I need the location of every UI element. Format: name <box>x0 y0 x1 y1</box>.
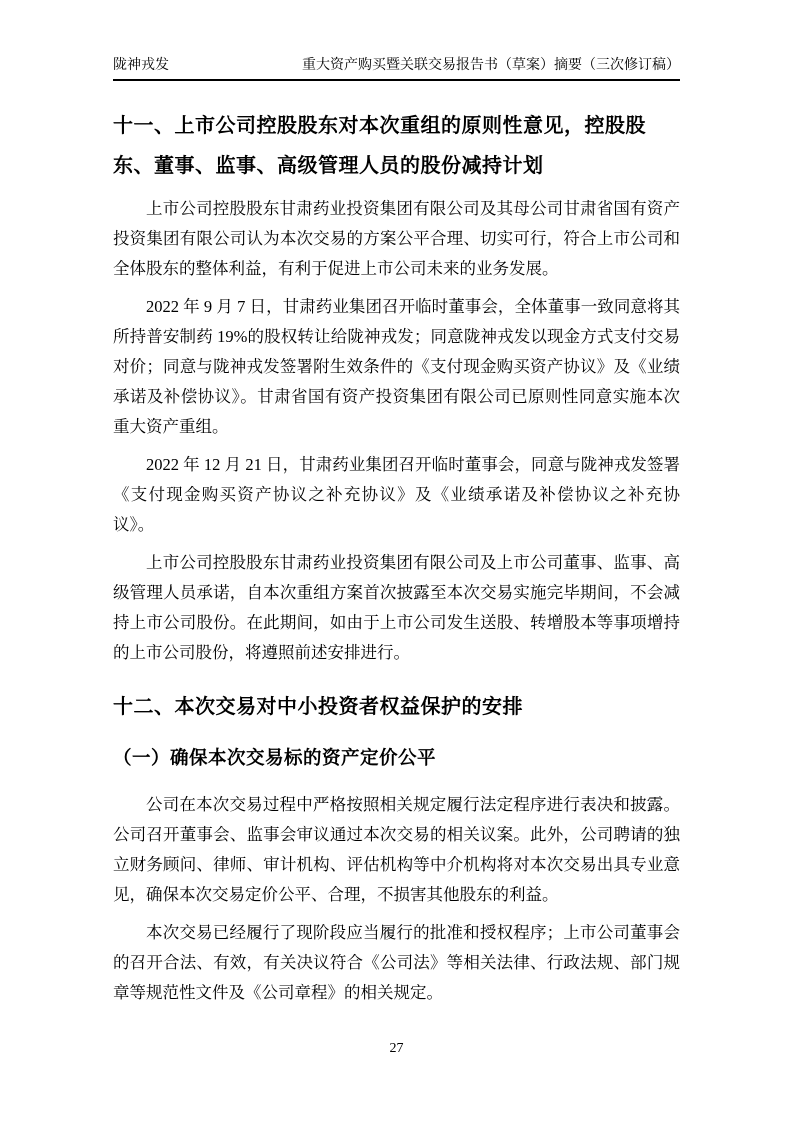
section-11-heading: 十一、上市公司控股股东对本次重组的原则性意见，控股股东、董事、监事、高级管理人员的股份减持计划 <box>113 115 646 177</box>
section-11-paragraph-4: 上市公司控股股东甘肃药业投资集团有限公司及上市公司董事、监事、高级管理人员承诺，自本次重组方案首次披露至本次交易实施完毕期间，不会减持上市公司股份。在此期间，如由于上市公司发生送股、转增股本等事项增持的上市公司股份，将遵照前述安排进行。 <box>113 553 680 662</box>
page-header <box>113 56 680 81</box>
subsection-1-paragraph-2: 本次交易已经履行了现阶段应当履行的批准和授权程序；上市公司董事会的召开合法、有效，有关决议符合《公司法》等相关法律、行政法规、部门规章等规范性文件及《公司章程》的相关规定。 <box>113 923 680 1002</box>
section-11-paragraph-3: 2022 年 12 月 21 日，甘肃药业集团召开临时董事会，同意与陇神戎发签署《支付现金购买资产协议之补充协议》及《业绩承诺及补偿协议之补充协议》。 <box>113 455 680 534</box>
section-12-subsection-1-heading: （一）确保本次交易标的资产定价公平 <box>113 747 437 768</box>
section-12-heading: 十二、本次交易对中小投资者权益保护的安排 <box>113 696 523 718</box>
subsection-1-paragraph-1: 公司在本次交易过程中严格按照相关规定履行法定程序进行表决和披露。公司召开董事会、监事会审议通过本次交易的相关议案。此外，公司聘请的独立财务顾问、律师、审计机构、评估机构等中介机构将对本次交易出具专业意见，确保本次交易定价公平、合理，不损害其他股东的利益。 <box>113 795 680 904</box>
page-number: 27 <box>389 1041 404 1056</box>
section-11-paragraph-2: 2022 年 9 月 7 日，甘肃药业集团召开临时董事会，全体董事一致同意将其所持普安制药 19%的股权转让给陇神戎发；同意陇神戎发以现金方式支付交易对价；同意与陇神戎发签署附生效条件的《支付现金购买资产协议》及《业绩承诺及补偿协议》。甘肃省国有资产投资集团有限公司已原则性同意实施本次重大资产重组。 <box>113 297 680 436</box>
header-doc-title: 重大资产购买暨关联交易报告书（草案）摘要（三次修订稿） <box>302 58 680 73</box>
section-11-paragraph-1: 上市公司控股股东甘肃药业投资集团有限公司及其母公司甘肃省国有资产投资集团有限公司认为本次交易的方案公平合理、切实可行，符合上市公司和全体股东的整体利益，有利于促进上市公司未来的业务发展。 <box>113 199 680 278</box>
header-company-name: 陇神戎发 <box>113 58 169 73</box>
